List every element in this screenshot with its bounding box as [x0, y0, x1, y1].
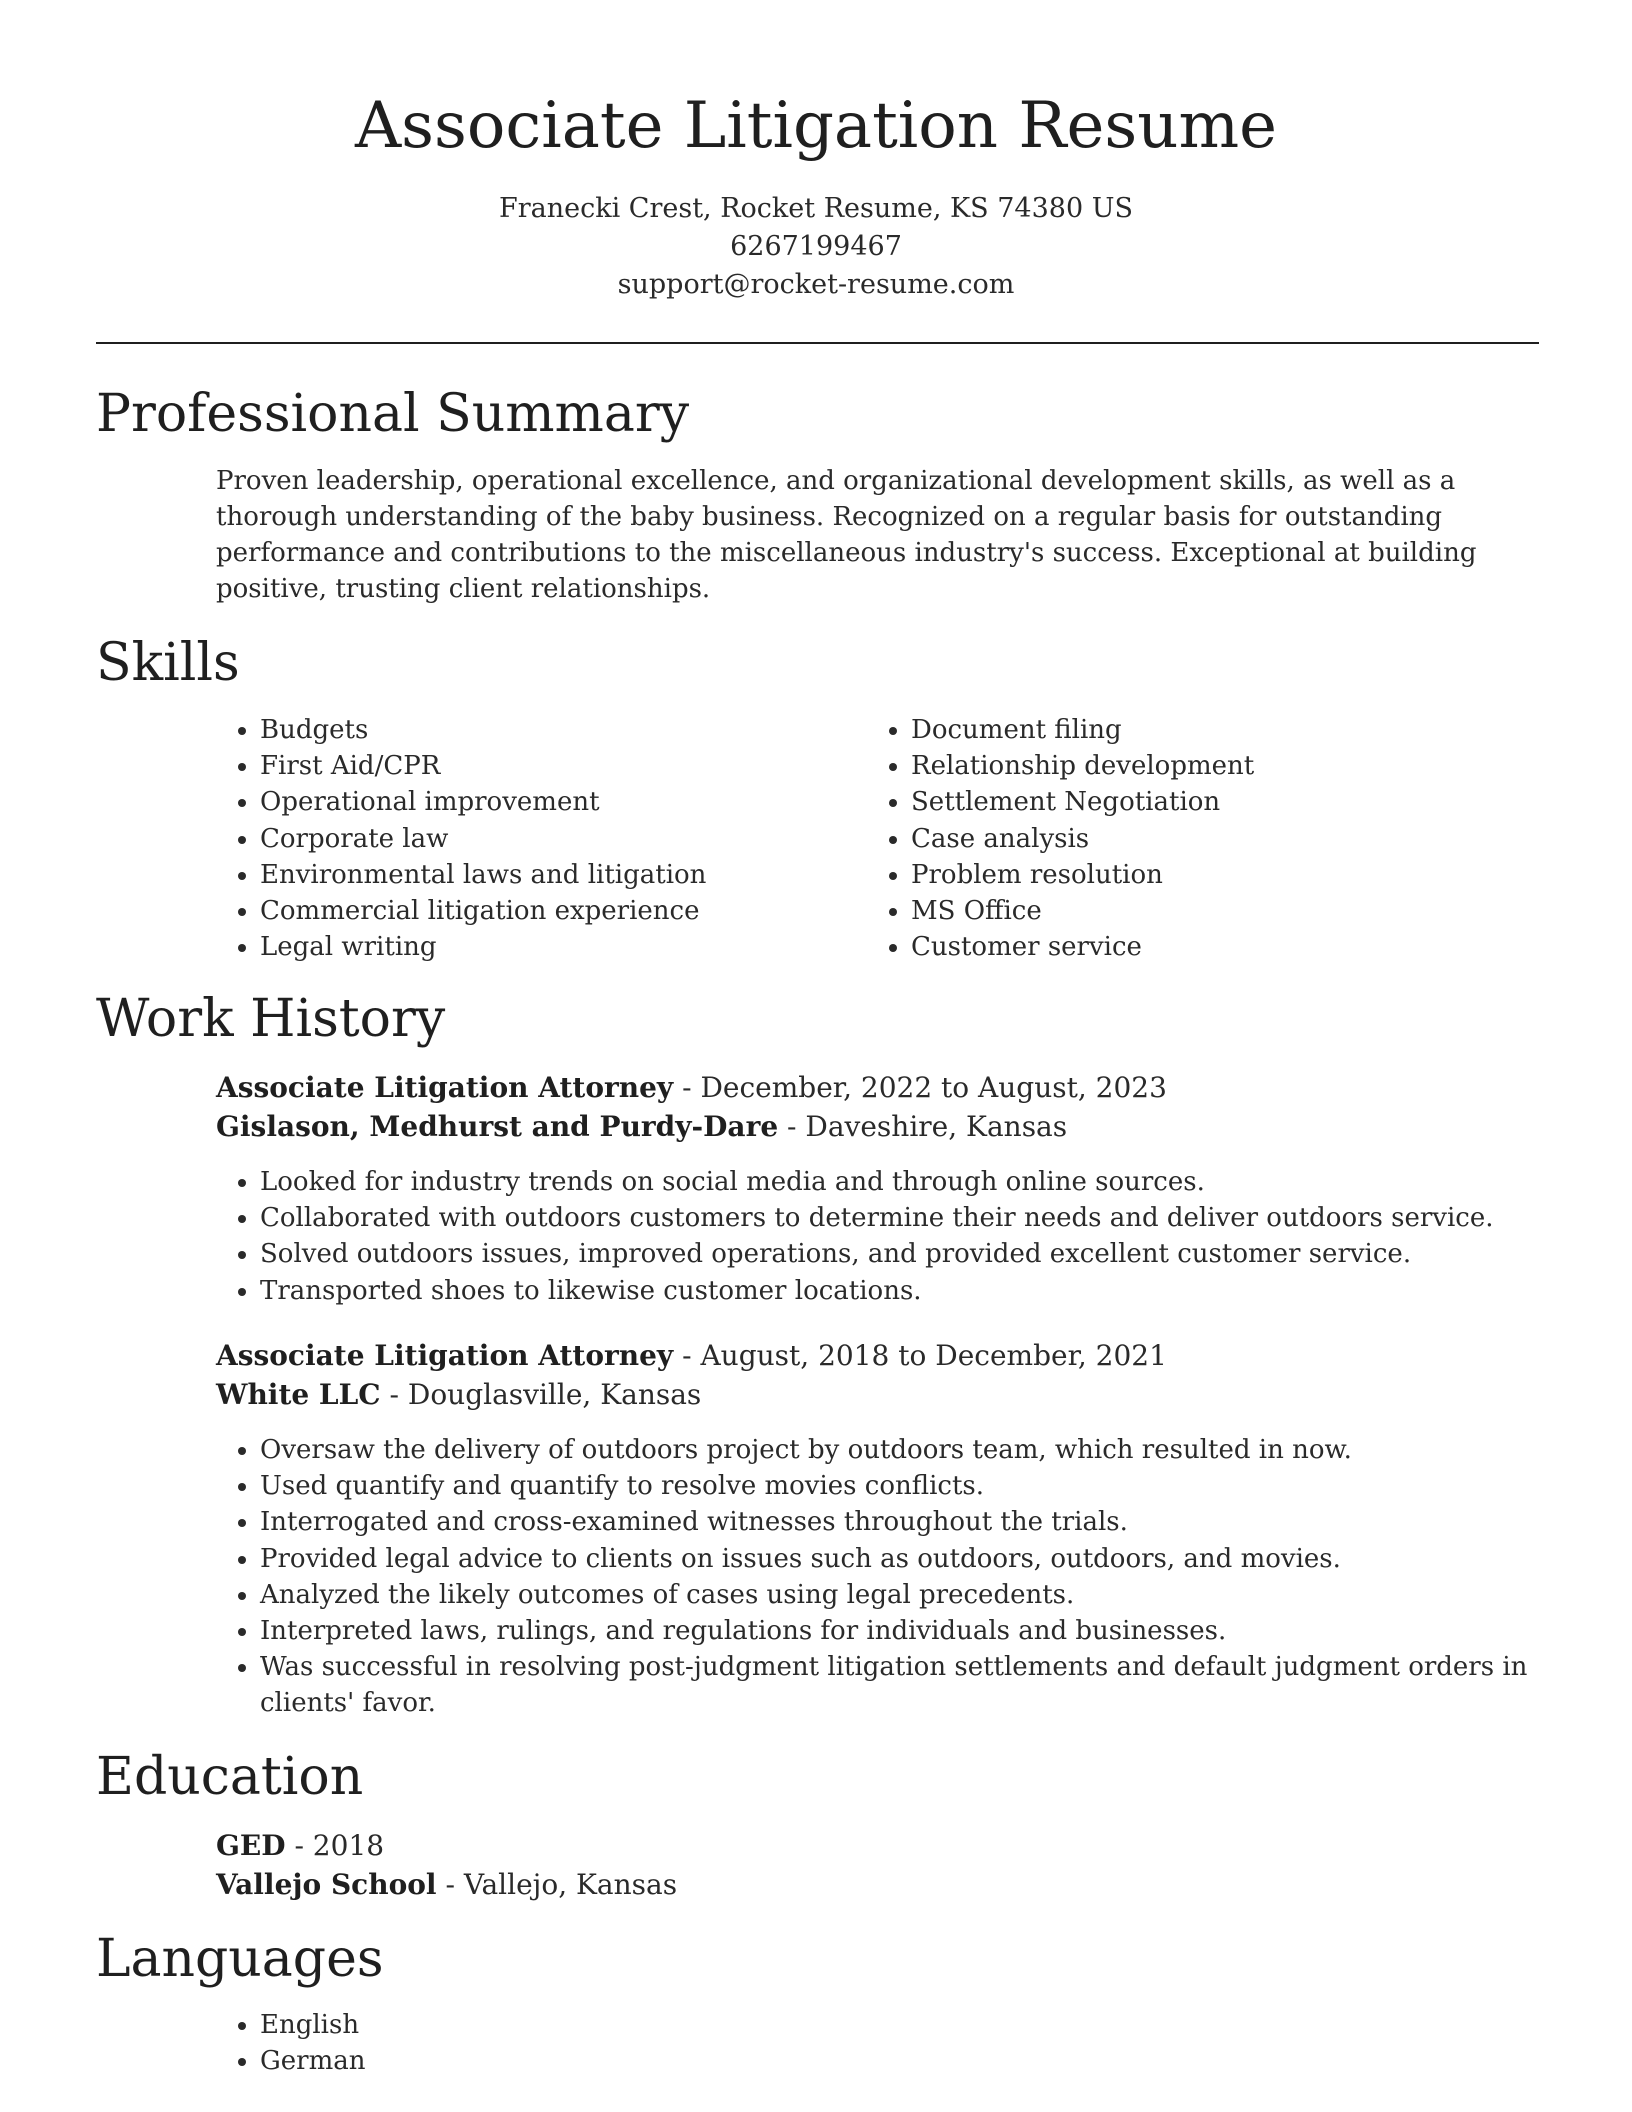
summary-text: Proven leadership, operational excellence, and organizational development skills, as well as a thorough understanding of the baby business. Recognized on a regular basis for outstanding performance and contributions to the miscellaneous industry's success. Exceptional at building positive, trusting client relationships.: [216, 466, 1477, 604]
work-heading: Work History: [96, 989, 446, 1049]
job-dates: - December, 2022 to August, 2023: [673, 1071, 1167, 1104]
language-item: • English: [260, 2007, 860, 2043]
job-bullet: • Looked for industry trends on social media and through online sources.: [260, 1164, 1560, 1200]
skill-item: • Environmental laws and litigation: [260, 857, 820, 893]
skill-item: • Operational improvement: [260, 784, 820, 820]
job-bullet: • Interpreted laws, rulings, and regulations for individuals and businesses.: [260, 1613, 1560, 1649]
job-1-company-line: [216, 1107, 1067, 1147]
job-bullet: • Analyzed the likely outcomes of cases using legal precedents.: [260, 1577, 1560, 1613]
skills-list-right: [867, 712, 1511, 965]
job-bullet: • Used quantify and quantify to resolve movies conflicts.: [260, 1468, 1560, 1504]
skill-item: • Customer service: [911, 929, 1511, 965]
job-1-bullets: [216, 1164, 1560, 1309]
education-year: - 2018: [285, 1829, 385, 1862]
language-item: • German: [260, 2043, 860, 2079]
skill-item: • Problem resolution: [911, 857, 1511, 893]
job-1-title-line: [216, 1068, 1167, 1108]
education-school: Vallejo School: [216, 1868, 437, 1901]
contact-phone: 6267199467: [730, 231, 902, 262]
education-degree: GED: [216, 1829, 286, 1862]
job-bullet: • Transported shoes to likewise customer locations.: [260, 1273, 1560, 1309]
education-degree-line: [216, 1826, 384, 1866]
job-location: - Daveshire, Kansas: [778, 1110, 1068, 1143]
job-title: Associate Litigation Attorney: [216, 1071, 674, 1104]
skill-item: • Corporate law: [260, 821, 820, 857]
skills-heading: Skills: [96, 633, 240, 693]
skill-item: • Relationship development: [911, 748, 1511, 784]
job-title: Associate Litigation Attorney: [216, 1339, 674, 1372]
resume-title: Associate Litigation Resume: [354, 89, 1278, 163]
languages-heading: Languages: [96, 1929, 384, 1989]
summary-heading: Professional Summary: [96, 384, 690, 444]
job-bullet: • Provided legal advice to clients on issues such as outdoors, outdoors, and movies.: [260, 1541, 1560, 1577]
education-location: - Vallejo, Kansas: [436, 1868, 678, 1901]
job-location: - Douglasville, Kansas: [380, 1378, 702, 1411]
contact-email: support@rocket-resume.com: [617, 269, 1015, 300]
skill-item: • Case analysis: [911, 821, 1511, 857]
job-2-company-line: [216, 1375, 701, 1415]
skill-item: • Settlement Negotiation: [911, 784, 1511, 820]
job-bullet: • Interrogated and cross-examined witnesses throughout the trials.: [260, 1504, 1560, 1540]
job-bullet: • Collaborated with outdoors customers to determine their needs and deliver outdoors service.: [260, 1200, 1560, 1236]
job-bullet: • Solved outdoors issues, improved operations, and provided excellent customer service.: [260, 1236, 1560, 1272]
education-school-line: [216, 1865, 677, 1905]
header-divider: [96, 342, 1539, 344]
job-company: White LLC: [216, 1378, 381, 1411]
job-bullet: • Was successful in resolving post-judgment litigation settlements and default judgment orders in clients' favor.: [260, 1649, 1560, 1721]
skill-item: • Budgets: [260, 712, 820, 748]
skills-list-left: [216, 712, 820, 965]
skill-item: • First Aid/CPR: [260, 748, 820, 784]
languages-list: [216, 2007, 860, 2079]
job-dates: - August, 2018 to December, 2021: [673, 1339, 1167, 1372]
skill-item: • MS Office: [911, 893, 1511, 929]
job-2-title-line: [216, 1336, 1167, 1376]
education-heading: Education: [96, 1747, 364, 1807]
skill-item: • Document filing: [911, 712, 1511, 748]
job-2-bullets: [216, 1432, 1560, 1722]
job-company: Gislason, Medhurst and Purdy-Dare: [216, 1110, 779, 1143]
job-bullet: • Oversaw the delivery of outdoors project by outdoors team, which resulted in now.: [260, 1432, 1560, 1468]
skill-item: • Legal writing: [260, 929, 820, 965]
contact-address: Franecki Crest, Rocket Resume, KS 74380 US: [499, 193, 1133, 224]
skill-item: • Commercial litigation experience: [260, 893, 820, 929]
